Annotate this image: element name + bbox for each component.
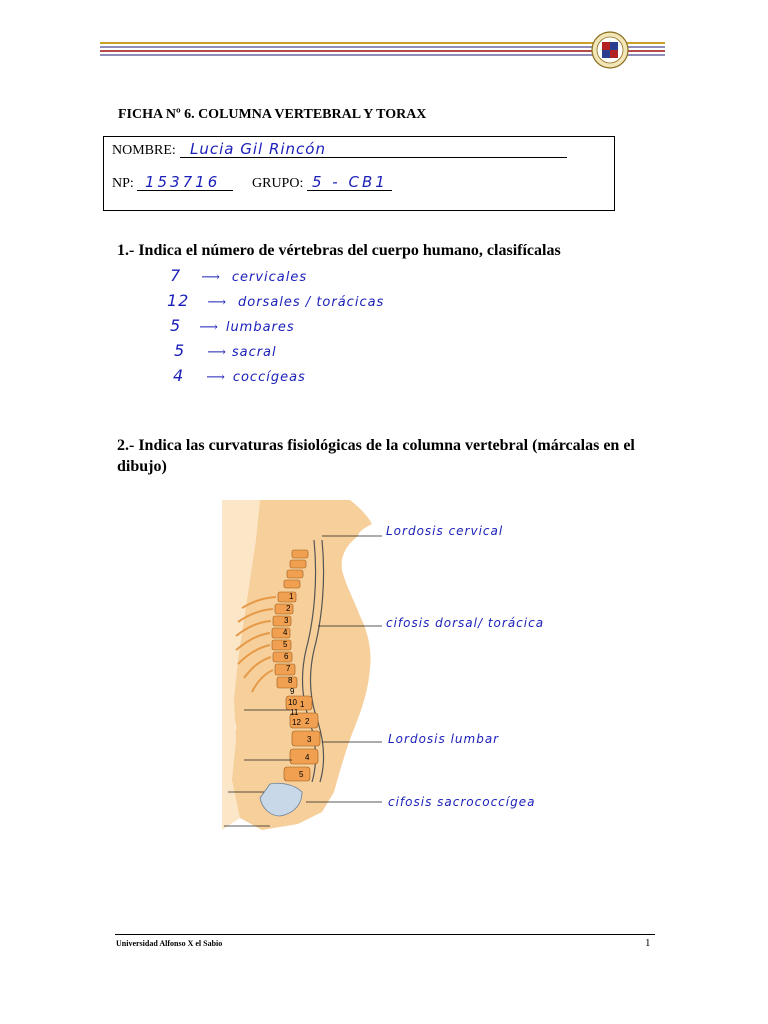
arrow-icon: ⟶ — [201, 269, 220, 284]
answer-number: 5 — [174, 341, 186, 360]
thoracic-number: 10 — [288, 698, 297, 707]
spine-illustration — [222, 500, 382, 835]
thoracic-number: 5 — [283, 640, 288, 649]
footer-institution: Universidad Alfonso X el Sabio — [116, 939, 223, 948]
arrow-icon: ⟶ — [206, 369, 225, 384]
answer-number: 4 — [173, 366, 185, 385]
np-value[interactable]: 153716 — [145, 173, 221, 191]
answer-label: dorsales / torácicas — [238, 295, 385, 310]
question-1: 1.- Indica el número de vértebras del cuerpo humano, clasifícalas — [117, 242, 561, 259]
curve-label-cervical[interactable]: Lordosis cervical — [386, 524, 504, 538]
answer-label: cervicales — [231, 270, 308, 285]
answer-row — [174, 341, 277, 361]
thoracic-number: 9 — [290, 687, 295, 696]
nombre-label: NOMBRE: — [112, 143, 176, 158]
curve-label-sacrococcygeal[interactable]: cifosis sacrococcígea — [388, 795, 536, 809]
thoracic-number: 11 — [290, 708, 299, 717]
header-rule — [100, 42, 665, 56]
answer-label: coccígeas — [232, 370, 306, 385]
footer-rule — [115, 934, 655, 935]
arrow-icon: ⟶ — [199, 319, 218, 334]
curve-label-dorsal[interactable]: cifosis dorsal/ torácica — [386, 616, 545, 630]
thoracic-number: 12 — [292, 718, 301, 727]
answer-row — [170, 266, 307, 286]
answer-row — [173, 366, 306, 386]
nombre-value[interactable]: Lucia Gil Rincón — [190, 140, 326, 158]
page-number: 1 — [645, 937, 651, 949]
answer-label: sacral — [231, 345, 277, 360]
question-2: 2.- Indica las curvaturas fisiológicas de la columna vertebral (márcalas en el dibujo) — [117, 437, 635, 475]
thoracic-number: 8 — [288, 676, 293, 685]
lumbar-number: 2 — [305, 717, 310, 726]
grupo-label: GRUPO: — [252, 176, 304, 191]
arrow-icon: ⟶ — [207, 294, 226, 309]
thoracic-number: 2 — [286, 604, 291, 613]
answer-number: 12 — [167, 291, 190, 310]
answer-row — [167, 291, 384, 311]
answer-label: lumbares — [225, 320, 295, 335]
curve-label-lumbar[interactable]: Lordosis lumbar — [388, 732, 500, 746]
answer-row — [170, 316, 295, 336]
lumbar-number: 3 — [307, 735, 312, 744]
arrow-icon: ⟶ — [207, 344, 226, 359]
thoracic-number: 3 — [284, 616, 289, 625]
page-title: FICHA Nº 6. COLUMNA VERTEBRAL Y TORAX — [118, 107, 427, 122]
lumbar-number: 1 — [300, 700, 305, 709]
thoracic-number: 6 — [284, 652, 289, 661]
grupo-value[interactable]: 5 - CB1 — [312, 173, 388, 191]
university-seal-icon — [591, 31, 629, 69]
thoracic-number: 1 — [289, 592, 294, 601]
answer-number: 7 — [170, 266, 182, 285]
np-label: NP: — [112, 176, 134, 191]
lumbar-number: 4 — [305, 753, 310, 762]
lumbar-number: 5 — [299, 770, 304, 779]
answer-number: 5 — [170, 316, 182, 335]
thoracic-number: 7 — [286, 664, 291, 673]
thoracic-number: 4 — [283, 628, 288, 637]
